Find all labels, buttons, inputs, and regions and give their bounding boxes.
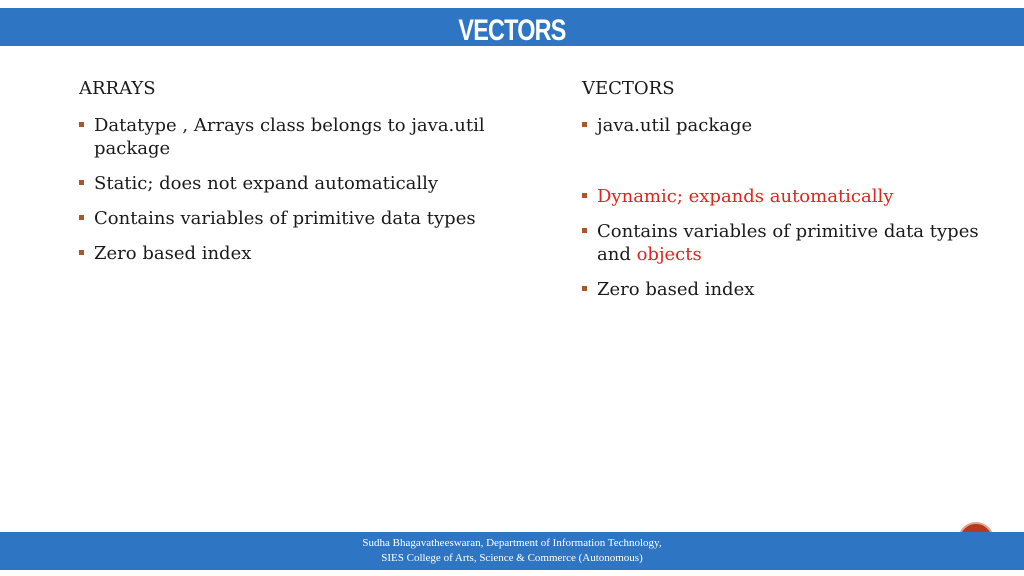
list-item [582,114,1002,137]
list-item-text: Contains variables of primitive data types [94,208,476,229]
square-bullet-icon [79,215,84,220]
list-item-text-emphasis: objects [636,244,702,265]
list-item [582,185,1002,208]
list-item-text: Zero based index [94,243,252,264]
arrays-column [79,76,509,277]
footer-line-1: Sudha Bhagavatheeswaran, Department of Information Technology, [362,537,662,549]
square-bullet-icon [582,228,587,233]
list-item [79,242,509,265]
list-item-text: Contains variables of primitive data types and [597,221,979,265]
list-item [79,114,509,160]
list-item [79,207,509,230]
square-bullet-icon [79,250,84,255]
arrays-heading: ARRAYS [79,78,156,99]
list-item-text: Datatype , Arrays class belongs to java.util package [94,115,485,159]
vectors-heading: VECTORS [582,78,675,99]
square-bullet-icon [582,286,587,291]
arrays-list [79,114,509,265]
square-bullet-icon [582,122,587,127]
square-bullet-icon [79,180,84,185]
footer-banner [0,532,1024,570]
list-item [582,278,1002,301]
square-bullet-icon [582,193,587,198]
list-item-text-emphasis: Dynamic; expands automatically [597,186,894,207]
list-item [582,220,1002,266]
slide-title: VECTORS [458,14,566,47]
vectors-list [582,114,1002,301]
footer-line-2: SIES College of Arts, Science & Commerce (Autonomous) [381,552,643,564]
list-item-text: Static; does not expand automatically [94,173,439,194]
title-banner [0,8,1024,46]
square-bullet-icon [79,122,84,127]
vectors-column [582,76,1002,301]
list-item [79,172,509,195]
list-item-text: java.util package [597,115,753,136]
list-item-text: Zero based index [597,279,755,300]
